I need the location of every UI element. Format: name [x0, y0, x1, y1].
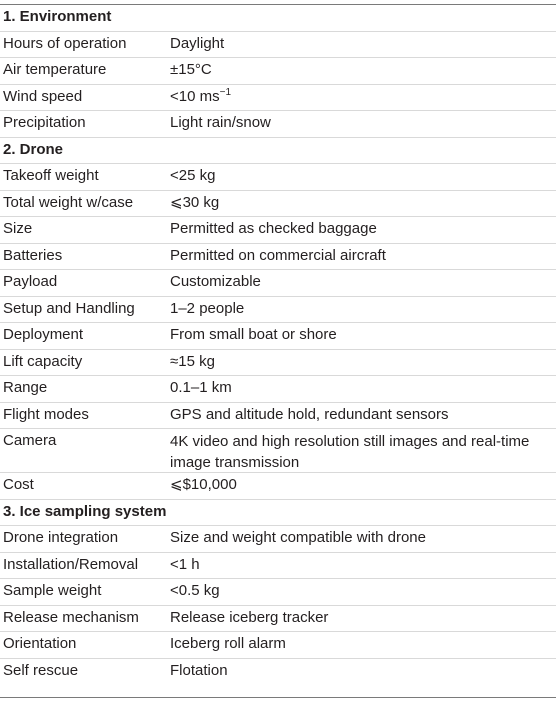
row-label: Precipitation [3, 114, 86, 131]
row-label: Size [3, 220, 33, 237]
row-label: Camera [3, 432, 57, 449]
row-label: Deployment [3, 326, 84, 343]
table-row [0, 632, 556, 659]
row-label: Setup and Handling [3, 299, 135, 317]
table-row [0, 403, 556, 430]
row-label: Total weight w/case [3, 193, 134, 211]
row-value: <25 kg [170, 167, 216, 184]
table-row [0, 270, 556, 297]
table-row [0, 58, 556, 85]
table-row [0, 191, 556, 218]
row-label: Range [3, 379, 48, 396]
table-row [0, 297, 556, 324]
table-row [0, 217, 556, 244]
row-value: Permitted on commercial aircraft [170, 246, 386, 264]
row-label: Self rescue [3, 661, 79, 679]
section-title: 1. Environment [3, 8, 112, 25]
row-label: Payload [3, 273, 58, 290]
table-row [0, 244, 556, 271]
table-bottom-rule [0, 697, 556, 698]
row-value: GPS and altitude hold, redundant sensors [170, 405, 449, 423]
table-row [0, 579, 556, 606]
row-value: ±15°C [170, 61, 212, 78]
row-value: Customizable [170, 273, 261, 290]
row-label: Takeoff weight [3, 167, 99, 184]
section-header-ice-sampling-system [0, 500, 556, 527]
row-value: 0.1–1 km [170, 379, 232, 396]
row-label: Orientation [3, 635, 77, 652]
table-row [0, 32, 556, 59]
section-header-environment [0, 5, 556, 32]
table-row [0, 606, 556, 633]
row-label: Sample weight [3, 582, 102, 599]
row-label: Lift capacity [3, 352, 83, 370]
row-label: Cost [3, 476, 34, 493]
row-value-superscript: −1 [219, 86, 232, 98]
row-value-wind-speed [170, 85, 550, 109]
row-value: Flotation [170, 661, 228, 679]
row-label: Drone integration [3, 529, 119, 546]
row-value: Iceberg roll alarm [170, 635, 286, 652]
row-label: Air temperature [3, 61, 107, 78]
row-value: 4K video and high resolution still images and real-time image transmission [170, 433, 530, 471]
table-row [0, 429, 556, 473]
table-row [0, 323, 556, 350]
table-row [0, 526, 556, 553]
table-row [0, 85, 556, 112]
row-value: ⩽$10,000 [170, 476, 237, 493]
row-value: ≈15 kg [170, 352, 215, 370]
row-value: Daylight [170, 34, 225, 52]
table-row [0, 111, 556, 138]
row-label: Flight modes [3, 405, 89, 423]
section-header-drone [0, 138, 556, 165]
row-label: Batteries [3, 246, 63, 264]
section-title: 3. Ice sampling system [3, 502, 167, 520]
table-row [0, 376, 556, 403]
row-label: Hours of operation [3, 34, 127, 52]
row-value: Size and weight compatible with drone [170, 529, 426, 546]
row-value: <1 h [170, 555, 200, 573]
table-row [0, 164, 556, 191]
row-value: ⩽30 kg [170, 193, 220, 211]
row-label: Wind speed [3, 87, 83, 105]
row-value: <10 ms [170, 87, 220, 105]
row-value: From small boat or shore [170, 326, 337, 343]
table-row [0, 473, 556, 500]
row-value: 1–2 people [170, 299, 245, 317]
table-row [0, 350, 556, 377]
row-value: Release iceberg tracker [170, 608, 329, 626]
table-row [0, 659, 556, 686]
row-label: Release mechanism [3, 608, 139, 626]
table-body [0, 5, 556, 685]
row-label: Installation/Removal [3, 555, 139, 573]
row-value: Light rain/snow [170, 114, 271, 131]
section-title: 2. Drone [3, 140, 64, 158]
row-value: <0.5 kg [170, 582, 220, 599]
table-row [0, 553, 556, 580]
row-value: Permitted as checked baggage [170, 220, 377, 237]
